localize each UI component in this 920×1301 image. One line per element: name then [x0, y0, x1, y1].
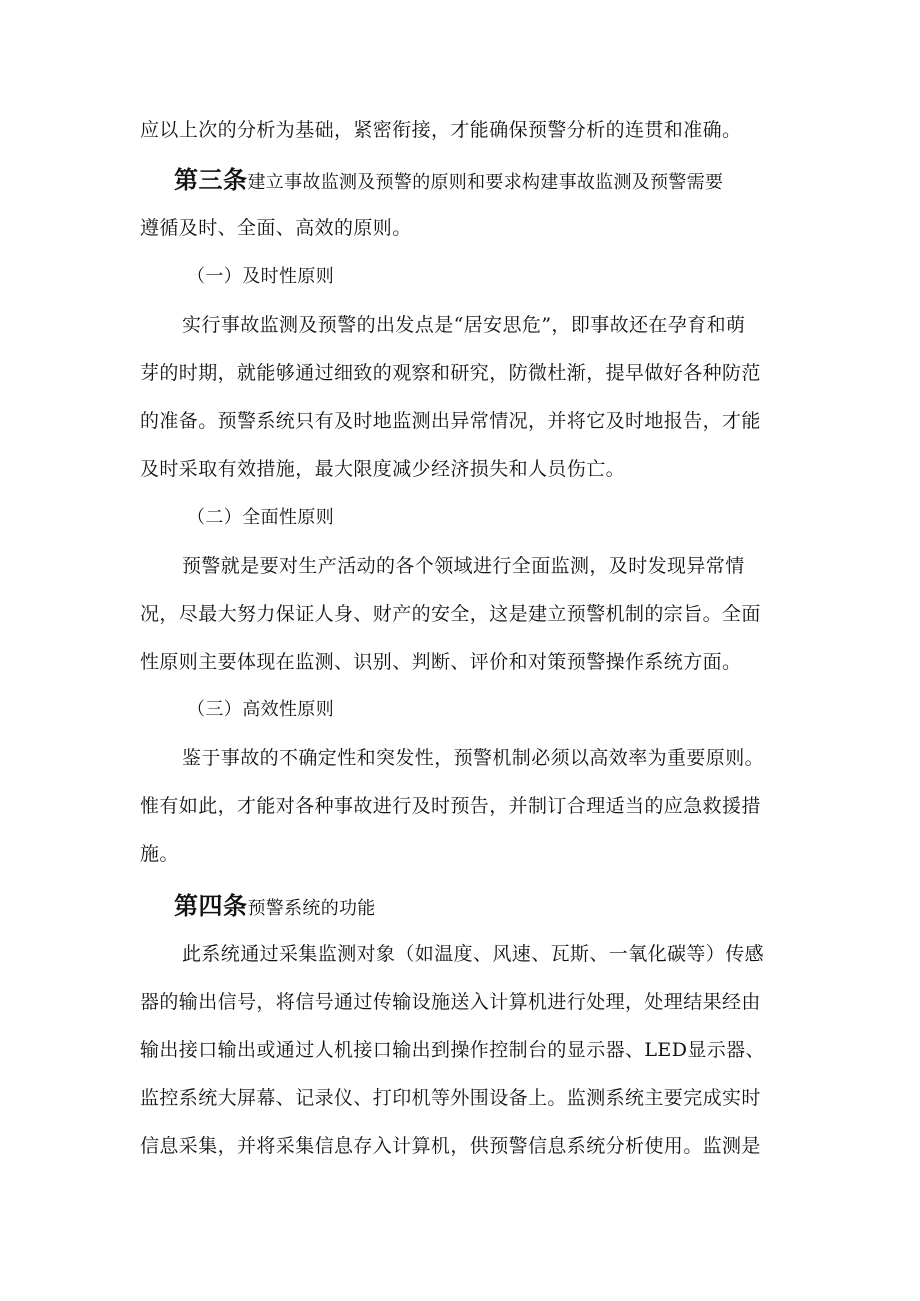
article-4-title: 预警系统的功能: [247, 898, 376, 919]
paragraph-line: 遵循及时、全面、高效的原则。: [140, 217, 412, 239]
paragraph-line: 施。: [140, 843, 179, 865]
paragraph-line: 信息采集，并将采集信息存入计算机，供预警信息系统分析使用。监测是: [140, 1135, 761, 1157]
article-4-label: 第四条: [174, 892, 248, 920]
paragraph-line: 及时采取有效措施，最大限度减少经济损失和人员伤亡。: [140, 458, 626, 480]
article-3-heading: [174, 166, 723, 197]
paragraph-line: 鉴于事故的不确定性和突发性，预警机制必须以高效率为重要原则。: [182, 747, 765, 769]
subsection-heading-3: （三）高效性原则: [187, 699, 335, 720]
paragraph-line: 此系统通过采集监测对象（如温度、风速、瓦斯、一氧化碳等）传感: [182, 943, 765, 965]
paragraph-line: 输出接口输出或通过人机接口输出到操作控制台的显示器、LED显示器、: [140, 1039, 765, 1061]
paragraph-line: 预警就是要对生产活动的各个领域进行全面监测，及时发现异常情: [182, 555, 745, 577]
subsection-heading-2: （二）全面性原则: [187, 507, 335, 528]
paragraph-line: 的准备。预警系统只有及时地监测出异常情况，并将它及时地报告，才能: [140, 410, 761, 432]
article-4-heading: [174, 892, 376, 923]
paragraph-line: 监控系统大屏幕、记录仪、打印机等外围设备上。监测系统主要完成实时: [140, 1087, 761, 1109]
article-3-title: 建立事故监测及预警的原则和要求构建事故监测及预警需要: [247, 172, 724, 193]
paragraph-line: 应以上次的分析为基础，紧密衔接，才能确保预警分析的连贯和准确。: [140, 119, 742, 141]
paragraph-line: 实行事故监测及预警的出发点是“居安思危”，即事故还在孕育和萌: [182, 314, 746, 336]
subsection-heading-1: （一）及时性原则: [187, 266, 335, 287]
article-3-label: 第三条: [174, 166, 248, 194]
paragraph-line: 芽的时期，就能够通过细致的观察和研究，防微杜渐，提早做好各种防范: [140, 362, 761, 384]
paragraph-line: 况，尽最大努力保证人身、财产的安全，这是建立预警机制的宗旨。全面: [140, 603, 761, 625]
paragraph-line: 器的输出信号，将信号通过传输设施送入计算机进行处理，处理结果经由: [140, 991, 761, 1013]
paragraph-line: 惟有如此，才能对各种事故进行及时预告，并制订合理适当的应急救援措: [140, 795, 761, 817]
paragraph-line: 性原则主要体现在监测、识别、判断、评价和对策预警操作系统方面。: [140, 651, 742, 673]
